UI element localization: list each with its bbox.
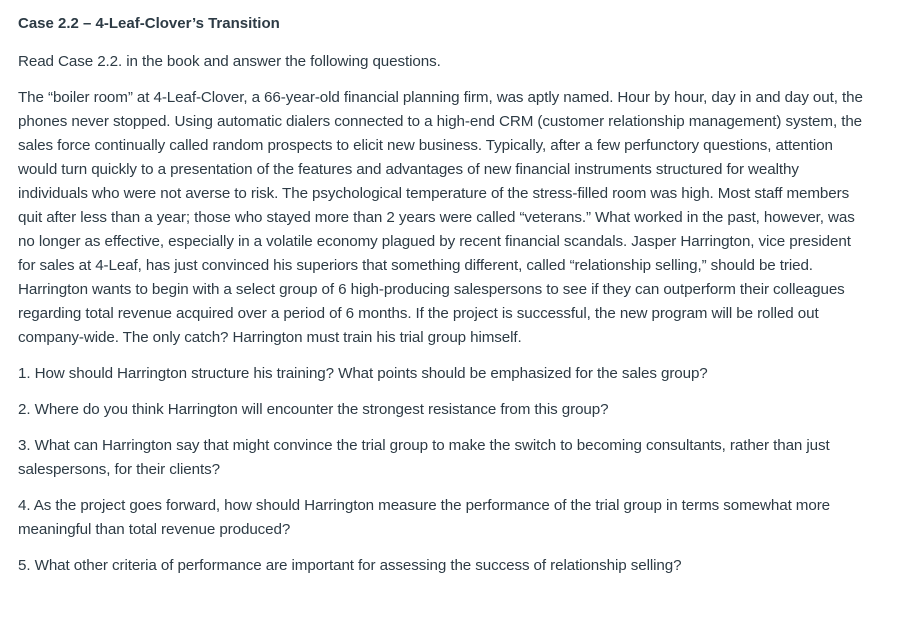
question-2: 2. Where do you think Harrington will encounter the strongest resistance from this group? — [18, 401, 609, 418]
question-4: 4. As the project goes forward, how should Harrington measure the performance of the trial group in terms somewhat more meaningful than total revenue produced? — [18, 497, 831, 538]
question-3: 3. What can Harrington say that might convince the trial group to make the switch to becoming consultants, rather than just salespersons, for their clients? — [18, 437, 830, 478]
question-1: 1. How should Harrington structure his training? What points should be emphasized for the sales group? — [18, 365, 708, 382]
case-title: Case 2.2 – 4-Leaf-Clover’s Transition — [18, 15, 280, 32]
question-5: 5. What other criteria of performance are important for assessing the success of relationship selling? — [18, 557, 682, 574]
case-description: The “boiler room” at 4-Leaf-Clover, a 66-year-old financial planning firm, was aptly named. Hour by hour, day in and day out, the phones never stopped. Using automatic dialers connected to a high-end CRM (customer relationship management) system, the sales force continually called random prospects to elicit new business. Typically, after a few perfunctory questions, attention would turn quickly to a presentation of the features and advantages of new financial instruments structured for wealthy individuals who were not averse to risk. The psychological temperature of the stress-filled room was high. Most staff members quit after less than a year; those who stayed more than 2 years were called “veterans.” What worked in the past, however, was no longer as effective, especially in a volatile economy plagued by recent financial scandals. Jasper Harrington, vice president for sales at 4-Leaf, has just convinced his superiors that something different, called “relationship selling,” should be tried. Harrington wants to begin with a select group of 6 high-producing salespersons to see if they can outperform their colleagues regarding total revenue acquired over a period of 6 months. If the project is successful, the new program will be rolled out company-wide. The only catch? Harrington must train his trial group himself. — [18, 89, 863, 346]
intro-instruction: Read Case 2.2. in the book and answer the following questions. — [18, 53, 441, 70]
